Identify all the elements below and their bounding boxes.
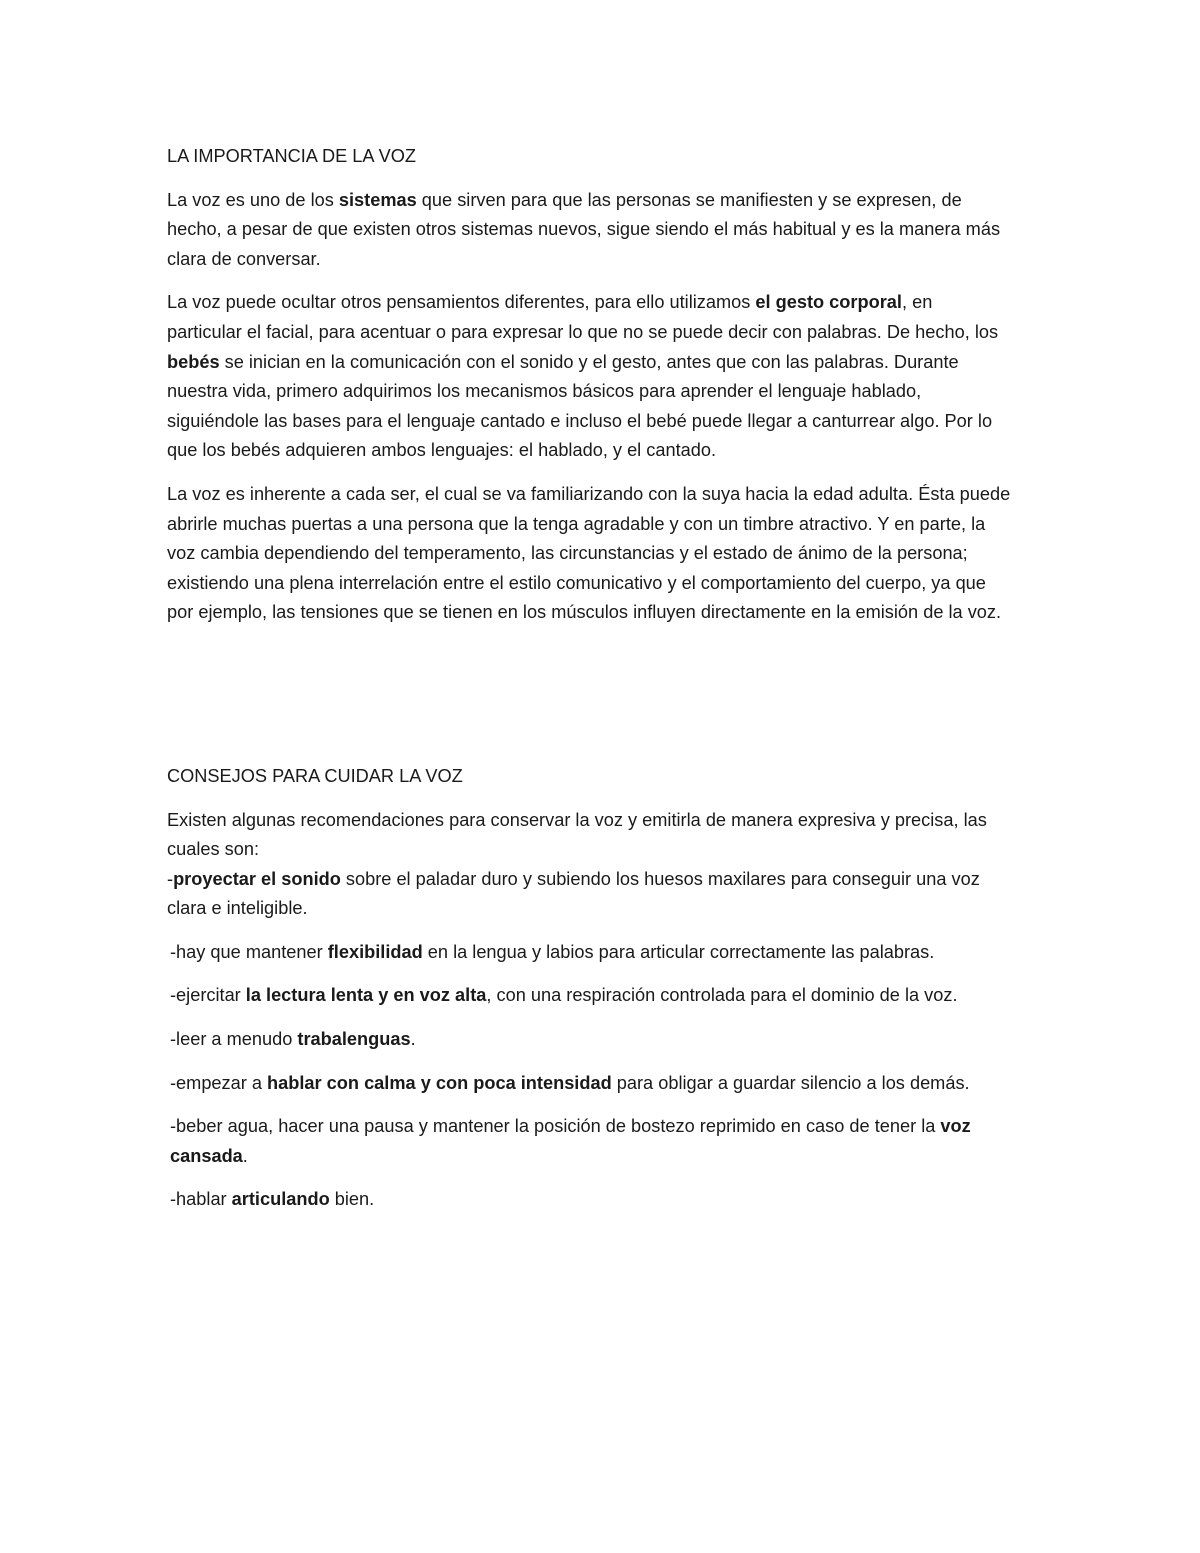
tip-item xyxy=(167,981,1012,1011)
tip-item xyxy=(167,865,1012,924)
text-run: para obligar a guardar silencio a los demás. xyxy=(611,1072,970,1093)
text-run: La voz es inherente a cada ser, el cual se va familiarizando con la suya hacia la edad adulta. Ésta puede abrirle muchas puertas a una persona que la tenga agradable y con un timbre atractivo. Y en parte, la voz cambia dependiendo del temperamento, las circunstancias y el estado de ánimo de la persona; existiendo una plena interrelación entre el estilo comunicativo y el comportamiento del cuerpo, ya que por ejemplo, las tensiones que se tienen en los músculos influyen directamente en la emisión de la voz. xyxy=(167,483,1011,623)
paragraph-1 xyxy=(167,186,1012,275)
tip-item xyxy=(167,1112,1012,1171)
tip-item xyxy=(167,1069,1012,1099)
tip-item xyxy=(167,1185,1012,1215)
text-run: La voz puede ocultar otros pensamientos diferentes, para ello utilizamos xyxy=(167,292,756,313)
bold-text-run: sistemas xyxy=(338,189,417,210)
text-run: -ejercitar xyxy=(170,985,246,1006)
text-run: sobre el paladar duro y subiendo los huesos maxilares para conseguir una voz clara e inteligible. xyxy=(167,868,980,919)
tip-item xyxy=(167,938,1012,968)
paragraph-3 xyxy=(167,480,1012,628)
text-run: . xyxy=(410,1029,416,1050)
text-run: -hay que mantener xyxy=(170,941,328,962)
text-run: , en particular el facial, para acentuar o para expresar lo que no se puede decir con palabras. De hecho, los xyxy=(167,292,999,342)
bold-text-run: la lectura lenta y en voz alta xyxy=(245,985,487,1006)
text-run: - xyxy=(167,868,174,889)
text-run: bien. xyxy=(329,1189,375,1210)
bold-text-run: proyectar el sonido xyxy=(173,868,341,889)
text-run: , con una respiración controlada para el dominio de la voz. xyxy=(486,985,958,1006)
bold-text-run: hablar con calma y con poca intensidad xyxy=(267,1072,612,1093)
text-run: se inician en la comunicación con el sonido y el gesto, antes que con las palabras. Durante nuestra vida, primero adquirimos los mecanismos básicos para aprender el lenguaje hablado, siguiéndole las bases para el lenguaje cantado e incluso el bebé puede llegar a canturrear algo. Por lo que los bebés adquieren ambos lenguajes: el hablado, y el cantado. xyxy=(167,351,993,461)
text-run: que sirven para que las personas se manifiesten y se expresen, de hecho, a pesar de que existen otros sistemas nuevos, sigue siendo el más habitual y es la manera más clara de conversar. xyxy=(167,189,1001,269)
text-run: . xyxy=(242,1145,248,1166)
tips-intro: Existen algunas recomendaciones para conservar la voz y emitirla de manera expresiva y precisa, las cuales son: xyxy=(167,809,987,860)
text-run: La voz es uno de los xyxy=(167,189,339,210)
bold-text-run: flexibilidad xyxy=(327,941,423,962)
text-run: -beber agua, hacer una pausa y mantener la posición de bostezo reprimido en caso de tener la xyxy=(170,1116,941,1137)
text-run: en la lengua y labios para articular correctamente las palabras. xyxy=(422,941,935,962)
bold-text-run: bebés xyxy=(167,351,220,372)
section-title-importance: LA IMPORTANCIA DE LA VOZ xyxy=(167,146,416,166)
text-run: -leer a menudo xyxy=(170,1029,298,1050)
paragraph-2 xyxy=(167,288,1012,466)
text-run: -hablar xyxy=(170,1189,232,1210)
bold-text-run: voz cansada xyxy=(170,1116,971,1166)
section-title-tips: CONSEJOS PARA CUIDAR LA VOZ xyxy=(167,765,463,786)
bold-text-run: trabalenguas xyxy=(297,1029,411,1050)
tips-list xyxy=(167,865,1012,1215)
bold-text-run: articulando xyxy=(231,1189,330,1210)
section-gap xyxy=(167,642,1012,762)
document-page xyxy=(167,142,1012,1229)
tip-item xyxy=(167,1025,1012,1055)
bold-text-run: el gesto corporal xyxy=(755,292,902,313)
text-run: -empezar a xyxy=(170,1072,268,1093)
